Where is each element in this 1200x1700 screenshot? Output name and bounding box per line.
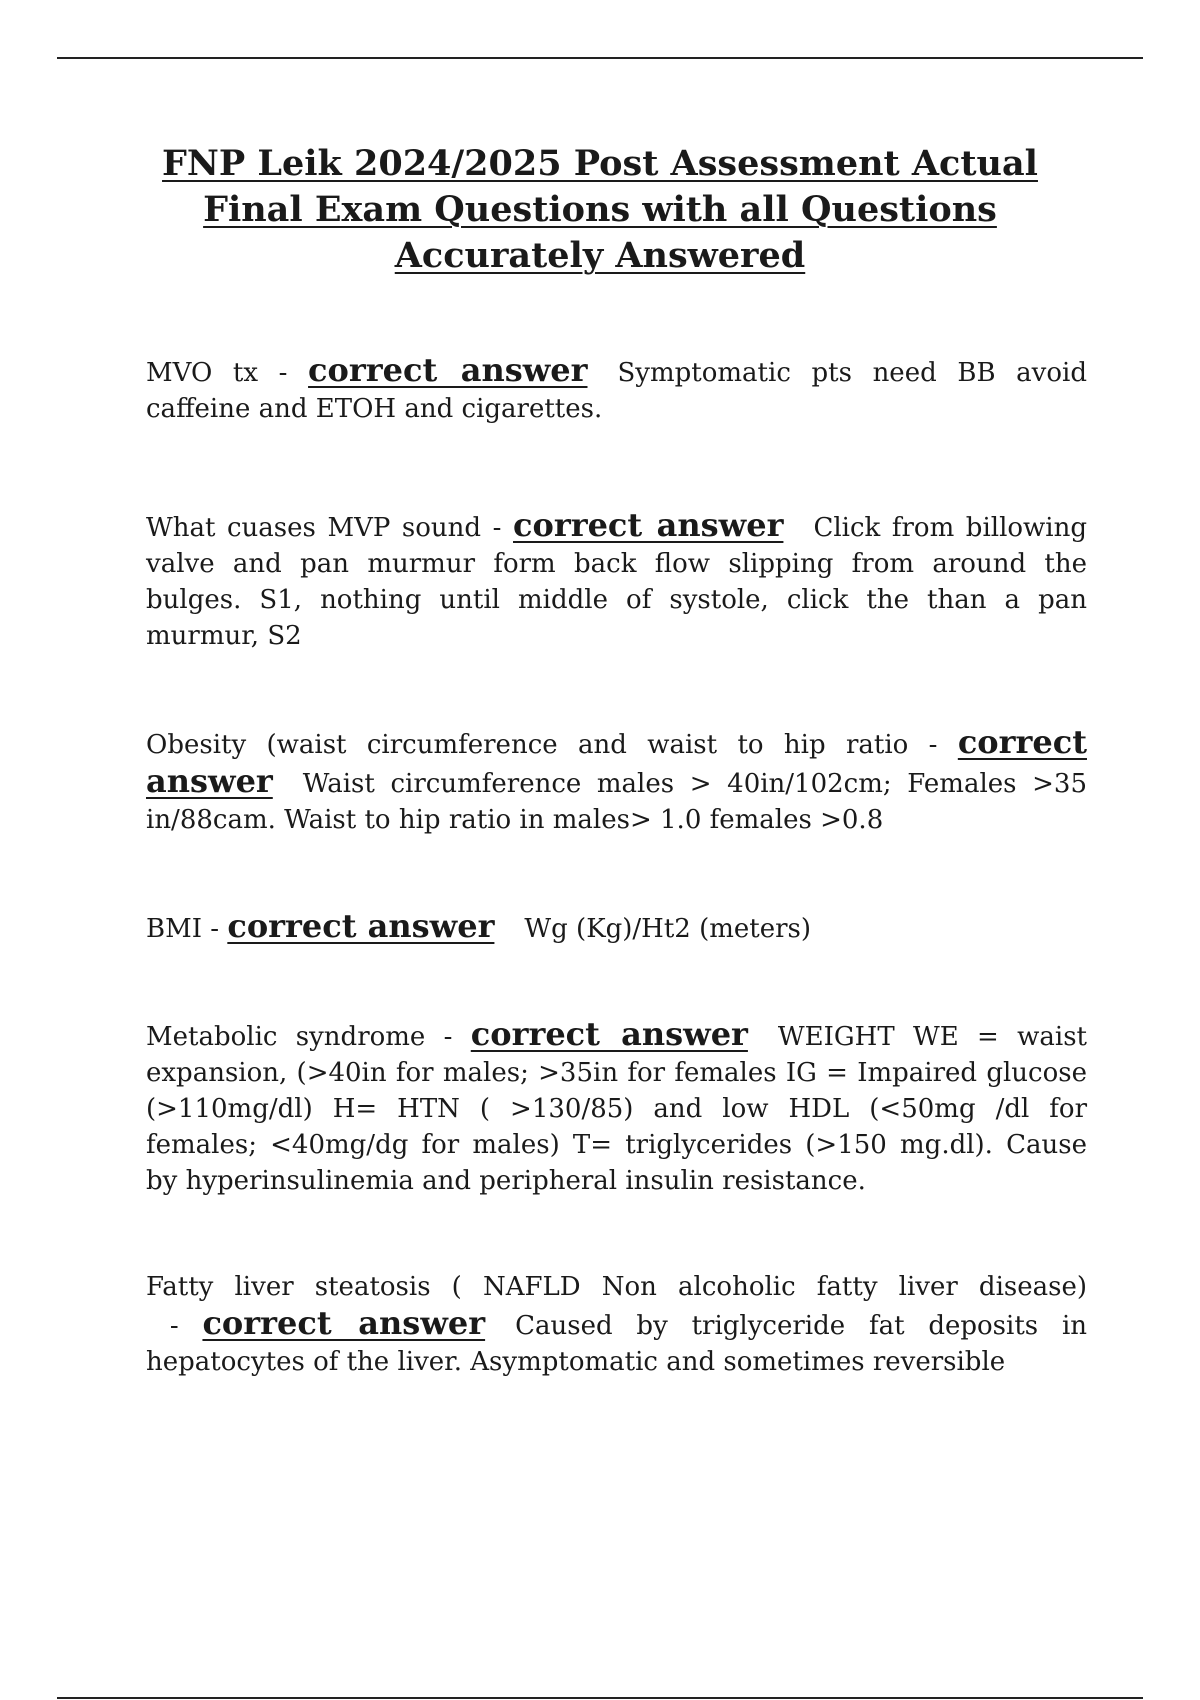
correct-answer-label: correct answer (202, 1304, 486, 1342)
qa-item (146, 507, 1087, 654)
question-answer-list (146, 352, 1087, 1480)
answer-text: Caused by triglyceride fat deposits in hepatocytes of the liver. Asymptomatic and sometimes reversible (146, 1311, 1088, 1377)
answer-text: Click from billowing valve and pan murmur form back flow slipping from around the bulges. S1, nothing until middle of systole, click the than a pan murmur, S2 (146, 513, 1087, 651)
qa-item (146, 352, 1087, 427)
qa-item (146, 724, 1087, 838)
footer-rule (57, 1697, 1143, 1699)
answer-text: Waist circumference males > 40in/102cm; Females >35 in/88cam. Waist to hip ratio in males> 1.0 females >0.8 (146, 769, 1087, 835)
answer-text: Symptomatic pts need BB avoid caffeine and ETOH and cigarettes. (146, 358, 1087, 424)
qa-item (146, 1269, 1087, 1380)
question-text: MVO tx (146, 358, 258, 388)
qa-item (146, 908, 1087, 947)
answer-text: Wg (Kg)/Ht2 (meters) (524, 914, 812, 944)
question-separator: - (908, 730, 958, 760)
correct-answer-label: correct answer (470, 1015, 748, 1053)
question-separator: - (146, 1311, 203, 1341)
question-text: Obesity (waist circumference and waist to hip ratio (146, 730, 909, 760)
correct-answer-label: correct answer (146, 723, 1087, 800)
qa-item (146, 1016, 1087, 1199)
question-separator: - (425, 1022, 471, 1052)
document-title: FNP Leik 2024/2025 Post Assessment Actual Final Exam Questions with all Questions Accurately Answered (162, 143, 1038, 276)
question-separator: - (258, 358, 309, 388)
answer-text: WEIGHT WE = waist expansion, (>40in for males; >35in for females IG = Impaired glucose (>110mg/dl) H= HTN ( >130/85) and low HDL (<50mg /dl for females; <40mg/dg for males) T= triglycerides (>150 mg.dl). Cause by hyperinsulinemia and peripheral insulin resistance. (146, 1022, 1087, 1196)
correct-answer-label: correct answer (227, 907, 495, 945)
question-text: What cuases MVP sound (146, 513, 482, 543)
question-text: Metabolic syndrome (146, 1022, 426, 1052)
correct-answer-label: correct answer (308, 351, 588, 389)
question-text: BMI (146, 914, 202, 944)
header-rule (57, 57, 1143, 59)
correct-answer-label: correct answer (513, 506, 784, 544)
question-separator: - (481, 513, 514, 543)
question-separator: - (202, 914, 228, 944)
question-text: Fatty liver steatosis ( NAFLD Non alcoholic fatty liver disease) (146, 1272, 1087, 1302)
